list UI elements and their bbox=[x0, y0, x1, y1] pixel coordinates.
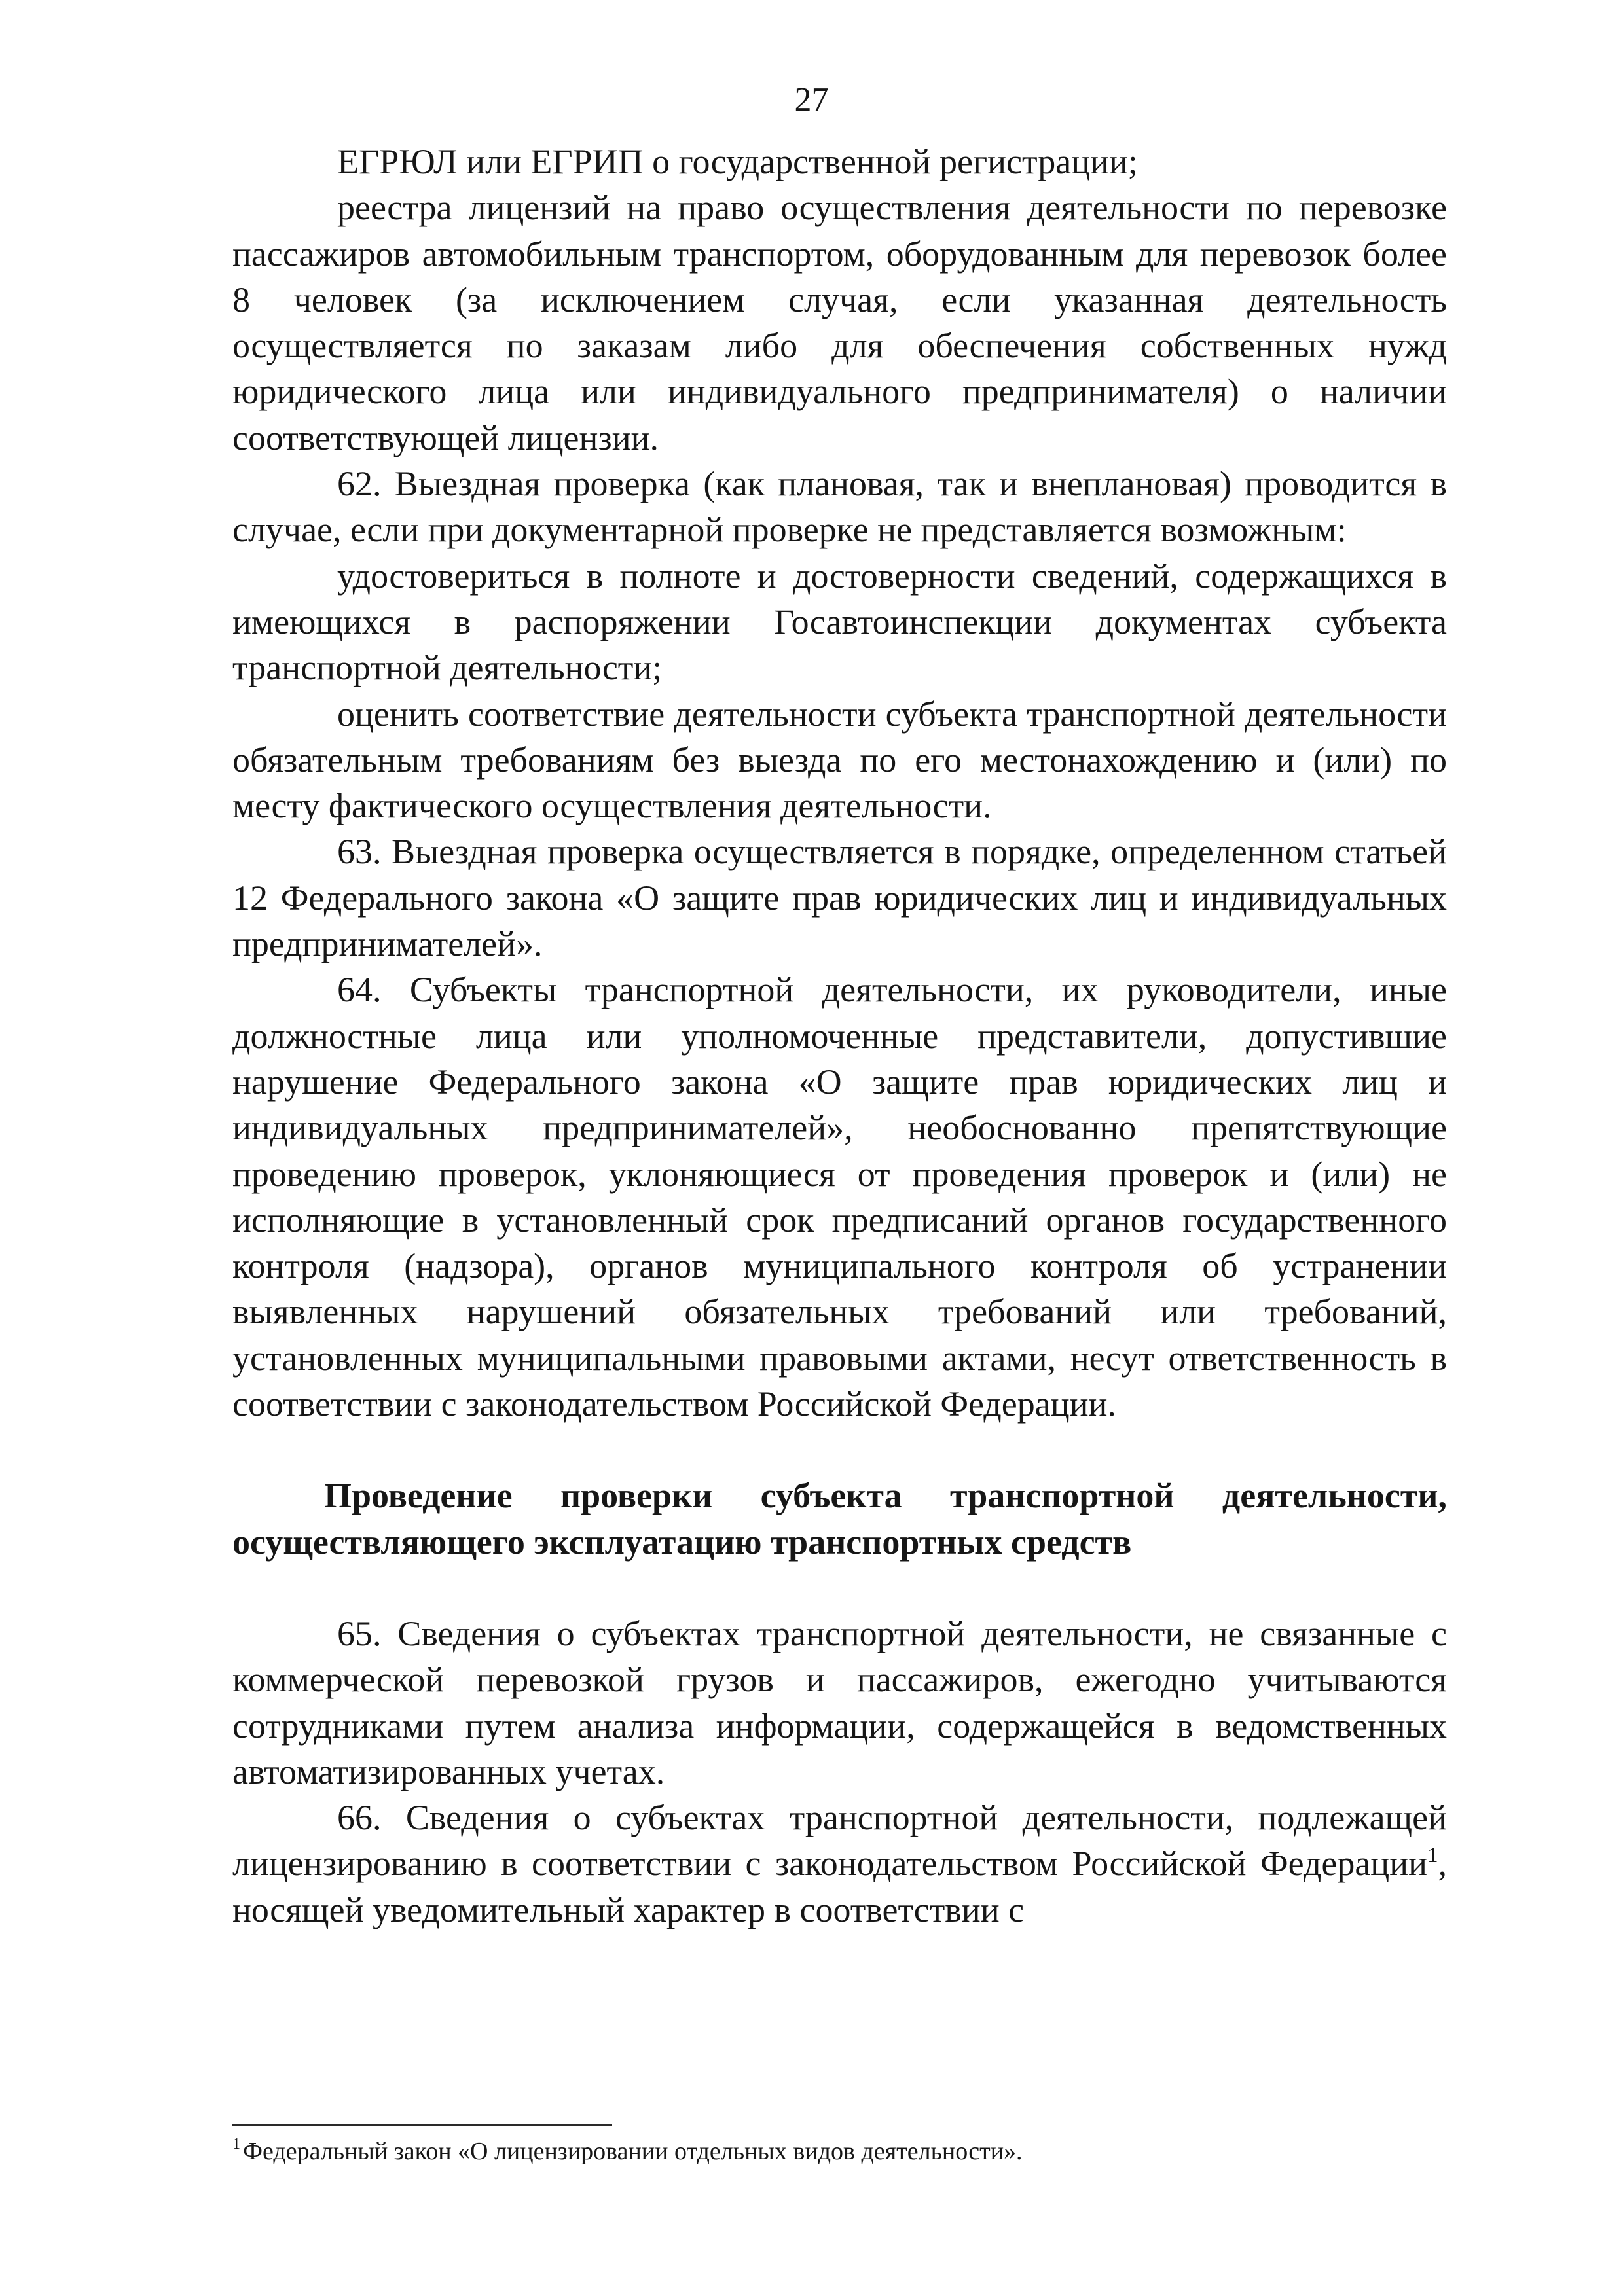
footnote bbox=[232, 2135, 1447, 2168]
paragraph-62: 62. Выездная проверка (как плановая, так и внеплановая) проводится в случае, если при документарной проверке не представляется возможным: bbox=[232, 464, 1447, 550]
footnote-marker: 1 bbox=[232, 2136, 240, 2153]
paragraph-assess-compliance: оценить соответствие деятельности субъекта транспортной деятельности обязательным требованиям без выезда по его местонахождению и (или) по месту фактического осуществления деятельности. bbox=[232, 694, 1447, 826]
footnote-reference-marker: 1 bbox=[1427, 1844, 1438, 1868]
paragraph-66-text-start: 66. Сведения о субъектах транспортной деятельности, подлежащей лицензированию в соответствии с законодательством Российской Федерации bbox=[232, 1798, 1447, 1884]
document-body bbox=[232, 139, 1447, 1933]
paragraph-66 bbox=[232, 1795, 1447, 1933]
footnote-text: Федеральный закон «О лицензировании отдельных видов деятельности». bbox=[243, 2138, 1023, 2165]
section-heading: Проведение проверки субъекта транспортной деятельности, осуществляющего эксплуатацию транспортных средств bbox=[232, 1476, 1447, 1562]
paragraph-license-registry: реестра лицензий на право осуществления деятельности по перевозке пассажиров автомобильным транспортом, оборудованным для перевозок более 8 человек (за исключением случая, если указанная деятельность осуществляется по заказам либо для обеспечения собственных нужд юридического лица или индивидуального предпринимателя) о наличии соответствующей лицензии. bbox=[232, 188, 1447, 457]
page-number: 27 bbox=[794, 81, 829, 118]
paragraph-verify-completeness: удостовериться в полноте и достоверности сведений, содержащихся в имеющихся в распоряжении Госавтоинспекции документах субъекта транспортной деятельности; bbox=[232, 556, 1447, 688]
footnote-separator bbox=[232, 2124, 612, 2126]
paragraph-registration: ЕГРЮЛ или ЕГРИП о государственной регистрации; bbox=[337, 142, 1138, 181]
paragraph-64: 64. Субъекты транспортной деятельности, их руководители, иные должностные лица или уполномоченные представители, допустившие нарушение Федерального закона «О защите прав юридических лиц и индивидуальных предпринимателей», необоснованно препятствующие проведению проверок, уклоняющиеся от проведения проверок и (или) не исполняющие в установленный срок предписаний органов государственного контроля (надзора), органов муниципального контроля об устранении выявленных нарушений обязательных требований или требований, установленных муниципальными правовыми актами, несут ответственность в соответствии с законодательством Российской Федерации. bbox=[232, 970, 1447, 1424]
paragraph-66-text-end: , носящей уведомительный характер в соответствии с bbox=[232, 1844, 1447, 1929]
paragraph-63: 63. Выездная проверка осуществляется в порядке, определенном статьей 12 Федерального закона «О защите прав юридических лиц и индивидуальных предпринимателей». bbox=[232, 832, 1447, 964]
paragraph-65: 65. Сведения о субъектах транспортной деятельности, не связанные с коммерческой перевозкой грузов и пассажиров, ежегодно учитываются сотрудниками путем анализа информации, содержащейся в ведомственных автоматизированных учетах. bbox=[232, 1613, 1447, 1791]
section-heading-block bbox=[232, 1473, 1447, 1565]
